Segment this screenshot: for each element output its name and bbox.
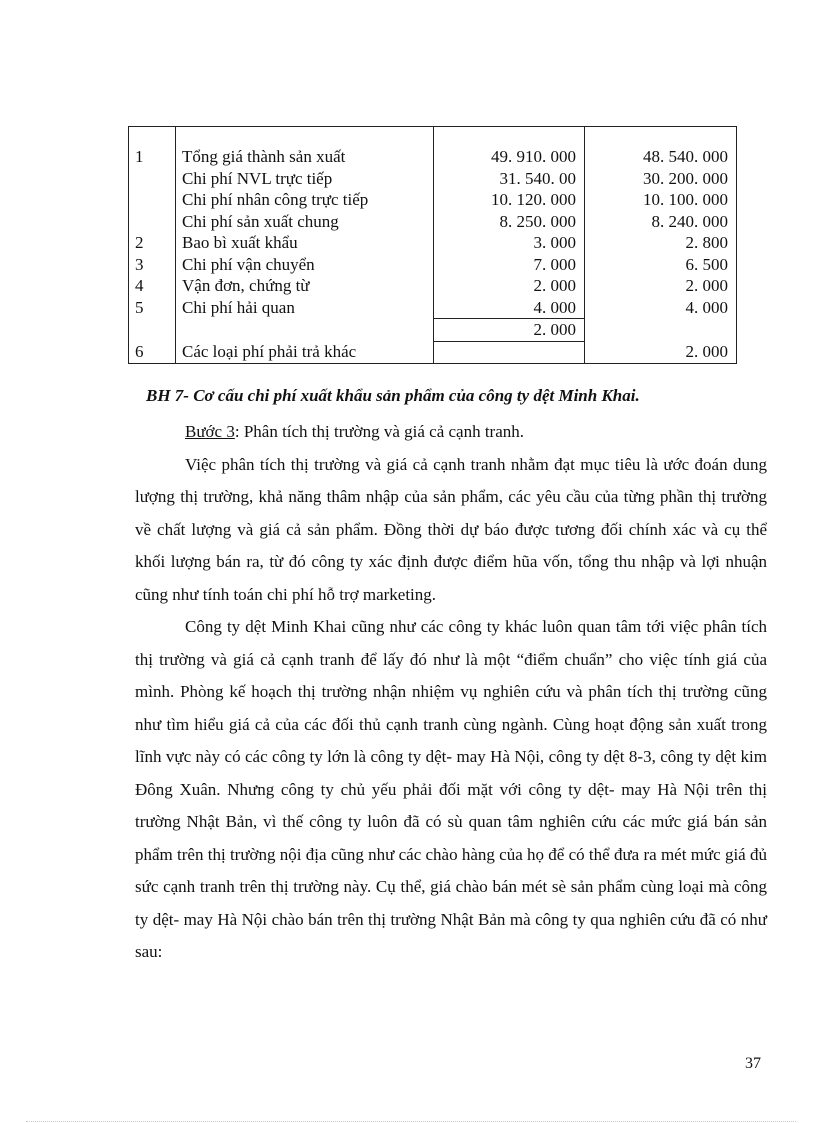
table-row [129,297,737,319]
page-divider [26,1121,796,1122]
row-value-a [434,341,585,363]
paragraph: Công ty dệt Minh Khai cũng như các công ty khác luôn quan tâm tới việc phân tích thị trường và giá cả cạnh tranh để lấy đó như là một “điểm chuẩn” cho việc tính giá của mình. Phòng kế hoạch thị trường nhận nhiệm vụ nghiên cứu và phân tích thị trường cũng như tìm hiểu giá cả của các đối thủ cạnh tranh cùng ngành. Cùng hoạt động sản xuất trong lĩnh vực này có các công ty lớn là công ty dệt- may Hà Nội, công ty dệt 8-3, công ty dệt kim Đông Xuân. Nhưng công ty chủ yếu phải đối mặt với công ty dệt- may Hà Nội trên thị trường Nhật Bản, vì thế công ty luôn đã có sù quan tâm nghiên cứu các mức giá bán sản phẩm trên thị trường nội địa cũng như các chào hàng của họ để có thể đưa ra mét mức giá đủ sức cạnh tranh trên thị trường này. Cụ thể, giá chào bán mét sè sản phẩm cùng loại mà công ty dệt- may Hà Nội chào bán trên thị trường Nhật Bản mà công ty qua nghiên cứu đã có như sau: [135,617,767,961]
row-value-b: 48. 540. 000 [585,146,737,168]
table-row [129,211,737,233]
row-item: Chi phí sản xuất chung [176,211,434,233]
paragraph: Việc phân tích thị trường và giá cả cạnh tranh nhằm đạt mục tiêu là ước đoán dung lượng thị trường, khả năng thâm nhập của sản phẩm, các yêu cầu của từng phần thị trường về chất lượng và giá cả sản phẩm. Đồng thời dự báo được tương đối chính xác và cụ thể khối lượng bán ra, từ đó công ty xác định được điểm hũa vốn, tổng thu nhập và lợi nhuận cũng như tính toán chi phí hỗ trợ marketing. [135,454,767,604]
row-value-b: 10. 100. 000 [585,189,737,211]
body-text [135,416,767,969]
row-number [129,168,176,190]
table-row [129,168,737,190]
row-number: 3 [129,254,176,276]
row-value-b: 30. 200. 000 [585,168,737,190]
row-value-a: 7. 000 [434,254,585,276]
row-value-b: 2. 800 [585,232,737,254]
row-number: 5 [129,297,176,319]
row-number: 1 [129,146,176,168]
row-number: 4 [129,275,176,297]
step-heading [135,416,767,449]
row-value-a: 10. 120. 000 [434,189,585,211]
row-value-a: 4. 000 [434,297,585,319]
table-row [129,232,737,254]
table-row [129,189,737,211]
table-row [129,275,737,297]
row-number: 6 [129,341,176,363]
table-row [129,341,737,363]
row-item: Tổng giá thành sản xuất [176,146,434,168]
row-item: Các loại phí phải trả khác [176,341,434,363]
row-item: Vận đơn, chứng từ [176,275,434,297]
row-value-a: 3. 000 [434,232,585,254]
row-value-b: 6. 500 [585,254,737,276]
page-number: 37 [745,1055,761,1072]
row-number: 2 [129,232,176,254]
row-number [129,189,176,211]
table-row [129,254,737,276]
row-value-b: 4. 000 [585,297,737,319]
table-row [129,319,737,342]
row-value-b: 2. 000 [585,341,737,363]
step-label: Bước 3 [185,422,235,441]
row-item: Chi phí NVL trực tiếp [176,168,434,190]
export-cost-table [128,126,737,364]
table-caption: BH 7- Cơ cấu chi phí xuất khẩu sản phẩm của công ty dệt Minh Khai. [146,386,640,405]
row-item: Bao bì xuất khẩu [176,232,434,254]
step-text: : Phân tích thị trường và giá cả cạnh tranh. [234,422,525,441]
row-value-b: 8. 240. 000 [585,211,737,233]
row-item: Chi phí nhân công trực tiếp [176,189,434,211]
boxed-value: 2. 000 [434,319,585,342]
table-row [129,146,737,168]
row-value-a: 31. 540. 00 [434,168,585,190]
row-value-b: 2. 000 [585,275,737,297]
row-item: Chi phí hải quan [176,297,434,319]
row-value-a: 49. 910. 000 [434,146,585,168]
row-value-a: 8. 250. 000 [434,211,585,233]
row-number [129,211,176,233]
row-value-a: 2. 000 [434,275,585,297]
row-item: Chi phí vận chuyển [176,254,434,276]
